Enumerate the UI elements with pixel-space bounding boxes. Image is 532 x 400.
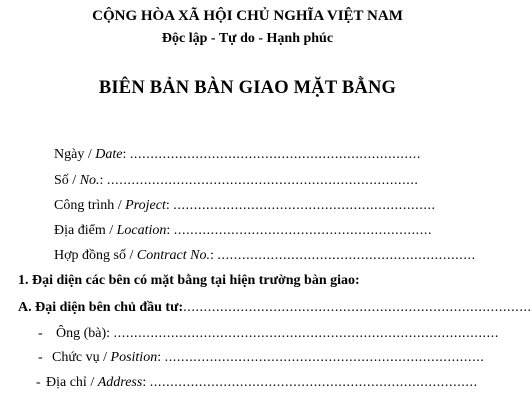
motto-heading: Độc lập - Tự do - Hạnh phúc xyxy=(161,31,334,46)
field-location xyxy=(54,223,484,239)
person-address-dots: ................................................................................ xyxy=(149,375,478,390)
person-name-dash: - xyxy=(38,326,43,341)
document-title: BIÊN BẢN BÀN GIAO MẶT BẰNG xyxy=(98,78,397,98)
person-name-dots: .............................................................................................. xyxy=(113,326,499,341)
field-date-label-vi: Ngày / xyxy=(54,147,96,162)
field-contract xyxy=(54,248,484,264)
person-address-dash: - xyxy=(36,375,41,390)
field-number-dots: ............................................................................ xyxy=(106,173,419,188)
person-position-colon: : xyxy=(157,350,162,365)
person-address-line xyxy=(36,375,490,391)
field-project xyxy=(54,198,484,214)
section-1-heading: 1. Đại diện các bên có mặt bằng tại hiện trường bàn giao: xyxy=(18,273,360,288)
field-number-label-vi: Số / xyxy=(54,173,80,188)
field-number-label-en: No. xyxy=(79,173,100,188)
field-contract-label-vi: Hợp đồng số / xyxy=(54,248,137,263)
person-name-line xyxy=(38,326,499,342)
nation-heading: CỘNG HÒA XÃ HỘI CHỦ NGHĨA VIỆT NAM xyxy=(92,8,403,24)
person-position-dots: .............................................................................. xyxy=(164,350,485,365)
person-position-line xyxy=(38,350,490,366)
field-location-label-vi: Địa điểm / xyxy=(54,223,117,238)
field-number xyxy=(54,173,484,189)
field-contract-colon: : xyxy=(209,248,214,263)
section-a-dots: ..................................................................................... xyxy=(183,300,532,315)
field-contract-dots: ............................................................... xyxy=(217,248,476,263)
field-date-label-en: Date xyxy=(95,147,123,162)
person-address-label-vi: Địa chỉ / xyxy=(46,375,98,390)
field-contract-label-en: Contract No. xyxy=(136,248,210,263)
field-project-colon: : xyxy=(165,198,170,213)
field-date xyxy=(54,147,484,163)
field-location-label-en: Location xyxy=(116,223,167,238)
field-date-dots: ....................................................................... xyxy=(129,147,421,162)
person-position-label-en: Position xyxy=(110,350,158,365)
field-date-colon: : xyxy=(122,147,127,162)
section-a-heading xyxy=(18,300,532,316)
person-position-dash: - xyxy=(38,350,43,365)
field-project-label-en: Project xyxy=(125,198,166,213)
person-address-colon: : xyxy=(142,375,147,390)
field-number-colon: : xyxy=(99,173,104,188)
field-location-dots: ............................................................... xyxy=(173,223,433,238)
person-name-label: Ông (bà) xyxy=(56,326,107,341)
person-name-colon: : xyxy=(106,326,111,341)
section-a-label: A. Đại diện bên chủ đầu tư: xyxy=(18,300,184,315)
field-project-dots: ................................................................ xyxy=(173,198,436,213)
person-address-label-en: Address xyxy=(97,375,143,390)
field-project-label-vi: Công trình / xyxy=(54,198,126,213)
field-location-colon: : xyxy=(166,223,171,238)
person-position-label-vi: Chức vụ / xyxy=(52,350,111,365)
